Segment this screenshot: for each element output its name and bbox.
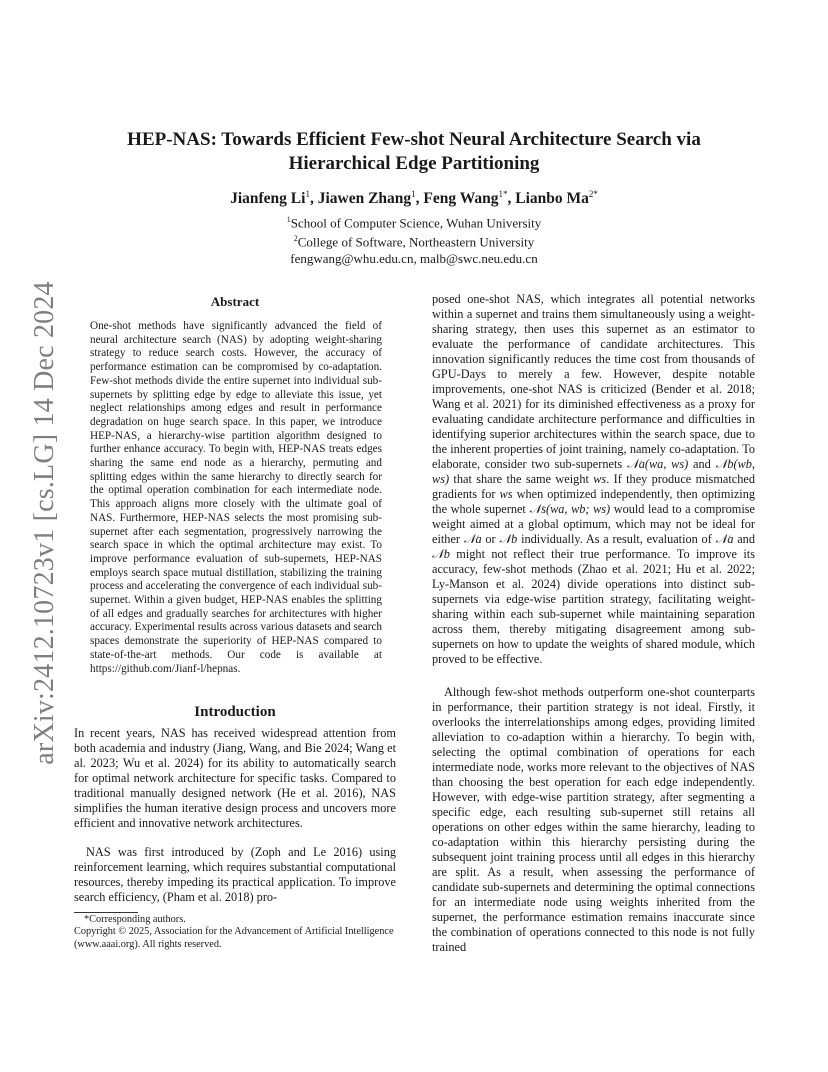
- math-expression: 𝒩s(wa, wb; ws): [529, 502, 611, 516]
- abstract-text: One-shot methods have significantly advanced the field of neural architecture search (NAS) by adopting weight-sharing strategy to reduce search costs. However, the accuracy of performance estimation can be compromised by co-adaptation. Few-shot methods divide the entire supernet into individual sub-supernets by splitting edge by edge to alleviate this issue, yet neglect relationships among edges and result in performance degradation on huge search space. In this paper, we introduce HEP-NAS, a hierarchy-wise partition algorithm designed to further enhance accuracy. To begin with, HEP-NAS treats edges sharing the same end node as a hierarchy, permuting and splitting edges within the same hierarchy to directly search for the optimal operation combination for each intermediate node. This approach aligns more closely with the ultimate goal of NAS. Furthermore, HEP-NAS selects the most promising sub-supernet after each segmentation, progressively narrowing the search space in which the optimal architecture may exist. To improve performance evaluation of sub-supernets, HEP-NAS employs search space mutual distillation, stabilizing the training process and accelerating the convergence of each individual sub-supernet. Within a given budget, HEP-NAS enables the splitting of all edges and gradually searches for architectures with higher accuracy. Experimental results across various datasets and search spaces demonstrate the superiority of HEP-NAS compared to state-of-the-art methods. Our code is available at https://github.com/Jianf-l/hepnas.: [90, 320, 382, 675]
- author-affil-mark: 1: [411, 189, 416, 199]
- author-name: Lianbo Ma: [515, 190, 589, 208]
- abstract-heading: Abstract: [210, 294, 260, 309]
- introduction-paragraph: NAS was first introduced by (Zoph and Le 2016) using reinforcement learning, which requires substantial computational resources, thereby impeding its practical application. To improve search efficiency, (Pham et al. 2018) pro-: [74, 845, 396, 904]
- math-expression: ws: [499, 487, 513, 501]
- footnote-rule: [74, 912, 138, 913]
- author-emails: fengwang@whu.edu.cn, malb@swc.neu.edu.cn: [290, 250, 538, 266]
- arxiv-identifier: [28, 278, 62, 768]
- author-list: Jianfeng Li$^1$, Jiawen Zhang$^1$, Feng Wang$^{1*}$, Lianbo $Ma^{2*}$: [230, 189, 598, 208]
- author-affil-mark: 1: [305, 189, 310, 199]
- author-name: Jianfeng Li: [230, 190, 306, 208]
- copyright-note: Copyright © 2025, Association for the Advancement of Artificial Intelligence (www.aaai.org). All rights reserved.: [74, 926, 394, 950]
- paper-title: HEP-NAS: Towards Efficient Few-shot Neural Architecture Search via Hierarchical Edge Partitioning: [127, 129, 701, 174]
- corresponding-note: *Corresponding authors.: [84, 914, 186, 925]
- math-expression: 𝒩a: [715, 532, 734, 546]
- author-name: Jiawen Zhang: [317, 190, 412, 208]
- introduction-paragraph: In recent years, NAS has received widespread attention from both academia and industry (Jiang, Wang, and Bie 2024; Wang et al. 2023; Wu et al. 2024) for its ability to automatically search for optimal network architecture for specific tasks. Compared to traditional manually designed network (He et al. 2016), NAS simplifies the human iterative design process and uncovers more efficient and innovative network architectures.: [74, 726, 396, 830]
- body-paragraph: posed one-shot NAS, which integrates all potential networks within a supernet and trains them simultaneously using a weight-sharing strategy, then uses this supernet as an estimator to evaluate the performance of candidate architectures. This innovation significantly reduces the time cost from thousands of GPU-Days to merely a few. However, despite notable improvements, one-shot NAS is criticized (Bender et al. 2018; Wang et al. 2021) for its diminished effectiveness as a proxy for evaluating candidate architecture performance and difficulties in identifying superior architectures within the search space, due to the inherent properties of joint training, namely co-adaptation. To elaborate, consider two sub-supernets 𝒩a(wa, ws) and 𝒩b(wb, ws) that share the same weight ws. If they produce mismatched gradients for ws when optimized independently, then optimizing the whole supernet 𝒩s(wa, wb; ws) would lead to a compromise weight aimed at a global optimum, which may not be ideal for either 𝒩a or 𝒩b individually. As a result, evaluation of 𝒩a and 𝒩b might not reflect their true performance. To improve its accuracy, few-shot methods (Zhao et al. 2021; Hu et al. 2022; Ly-Manson et al. 2024) divide operations into distinct sub-supernets via edge-wise partition strategy, facilitating weight-sharing within each sub-supernet while maintaining separation across them, thereby mitigating disagreement among sub-supernets on how to update the weights of shared module, which proved to be effective.: [432, 292, 756, 666]
- math-expression: ws: [593, 472, 607, 486]
- footnote: [74, 914, 396, 951]
- math-expression: 𝒩a(wa, ws): [626, 457, 689, 471]
- introduction-heading: Introduction: [194, 704, 276, 720]
- math-expression: 𝒩a: [463, 532, 482, 546]
- body-paragraph: Although few-shot methods outperform one-shot counterparts in performance, their partition strategy is not ideal. Firstly, it overlooks the interrelationships among edges, providing limited alleviation to co-adaption within a hierarchy. To begin with, selecting the optimal combination of operations for each intermediate node, works more relevant to the objectives of NAS than choosing the best operation for each edge independently. However, with edge-wise partition strategy, after segmenting a specific edge, each resulting sub-supernet still retains all operations on other edges within the same hierarchy, leading to co-adaptation within this hierarchy persisting during the subsequent joint training process until all edges in this hierarchy are split. As a result, when assessing the performance of candidate sub-supernets and determining the optimal connections for an intermediate node using weights inherited from the supernet, the performance estimation remains inaccurate since the combination of operations connected to this node is not fully trained: [432, 685, 755, 954]
- arxiv-identifier-text: arXiv:2412.10723v1 [cs.LG] 14 Dec 2024: [29, 281, 60, 765]
- author-name: Feng Wang: [423, 190, 499, 208]
- math-expression: 𝒩b(wb, ws): [432, 457, 756, 486]
- math-expression: 𝒩b: [432, 547, 450, 561]
- affiliation-2: $^2$College of Software, Northeastern University: [293, 234, 535, 250]
- affiliation-1: $^1$School of Computer Science, Wuhan University: [286, 215, 542, 231]
- math-expression: 𝒩b: [499, 532, 518, 546]
- affiliations: [74, 212, 754, 267]
- author-affil-mark: 2*: [588, 189, 598, 199]
- author-affil-mark: 1*: [498, 189, 508, 199]
